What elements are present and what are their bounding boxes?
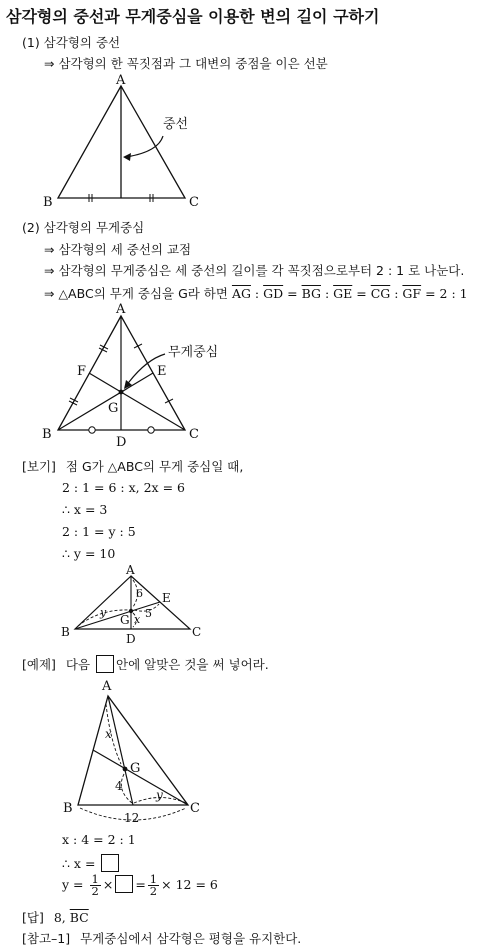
length-y-label: y — [100, 606, 107, 619]
example-block — [22, 457, 243, 475]
example-text: 점 G가 △ABC의 무게 중심일 때, — [65, 459, 244, 474]
ratio: 2 : 1 — [439, 286, 468, 301]
section-2-line-2: ⇒ 삼각형의 무게중심은 세 중선의 길이를 각 꼭짓점으로부터 2 : 1 로 나눈다. — [44, 263, 465, 278]
segment-ge: $\overline{GE}$ — [333, 286, 353, 301]
answer-box[interactable] — [101, 854, 119, 872]
colon: : — [390, 286, 403, 301]
arrow-icon — [126, 136, 163, 157]
answer-block — [22, 908, 89, 926]
example-triangle — [75, 576, 190, 629]
exercise-text-before: 다음 — [65, 657, 91, 672]
section-2-heading: (2) 삼각형의 무게중심 — [22, 220, 145, 235]
length-x-label: x — [134, 613, 141, 626]
blank-box — [96, 655, 114, 673]
line-3-prefix: ⇒ △ABC의 무게 중심을 G라 하면 — [44, 286, 232, 301]
section-2-line-3 — [44, 284, 468, 302]
exercise-eq-2 — [62, 854, 121, 872]
numerator: 1 — [149, 872, 158, 886]
section-1-heading: (1) 삼각형의 중선 — [22, 35, 121, 50]
note-tag: [참고–1] — [22, 931, 71, 946]
eq-3-y: y = — [62, 877, 84, 892]
numerator: 1 — [91, 872, 99, 886]
vertex-c-label: C — [190, 801, 200, 816]
answer-value: 8, — [53, 910, 70, 925]
note-block — [22, 929, 301, 947]
vertex-c-label: C — [189, 427, 199, 442]
length-x-label: x — [105, 727, 112, 741]
point-e-label: E — [162, 591, 171, 605]
exercise-text-after: 안에 알맞은 것을 써 넣어라. — [116, 657, 269, 672]
exercise-eq-1: x : 4 = 2 : 1 — [62, 832, 136, 847]
vertex-c-label: C — [192, 625, 202, 639]
equal-mark-circle — [148, 427, 154, 433]
denominator: 2 — [149, 884, 158, 898]
times-sign: × — [102, 877, 114, 892]
equals: = — [352, 286, 371, 301]
exercise-eq-3 — [62, 874, 218, 897]
section-1-definition: ⇒ 삼각형의 한 꼭짓점과 그 대변의 중점을 이은 선분 — [44, 56, 328, 71]
colon: : — [250, 286, 264, 301]
vertex-b-label: B — [42, 427, 52, 442]
fraction-one-half — [90, 874, 101, 897]
equals: = — [283, 286, 302, 301]
segment-cg: $\overline{CG}$ — [370, 286, 391, 301]
segment-bc: $\overline{BC}$ — [69, 910, 89, 925]
point-g-label: G — [108, 401, 119, 416]
example-tag: [보기] — [22, 459, 56, 474]
length-12-label: 12 — [124, 811, 140, 825]
exercise-block — [22, 655, 269, 673]
length-5-label: 5 — [145, 607, 152, 620]
centroid-point — [123, 767, 128, 772]
eq-2-prefix: ∴ x = — [62, 856, 96, 871]
answer-tag: [답] — [22, 910, 44, 925]
vertex-a-label: A — [126, 563, 135, 577]
denominator: 2 — [91, 884, 99, 898]
segment-gf: $\overline{GF}$ — [402, 286, 422, 301]
point-e-label: E — [157, 364, 167, 379]
note-text: 무게중심에서 삼각형은 평형을 유지한다. — [80, 931, 302, 946]
section-2-line-1: ⇒ 삼각형의 세 중선의 교점 — [44, 242, 192, 257]
point-g-label: G — [120, 613, 130, 627]
example-line-2: ∴ x = 3 — [62, 502, 108, 517]
vertex-a-label: A — [116, 73, 126, 88]
vertex-a-label: A — [116, 302, 126, 317]
equal-mark-circle — [89, 427, 95, 433]
vertex-b-label: B — [61, 625, 70, 639]
equals: = — [421, 286, 440, 301]
fraction-one-half — [148, 874, 159, 897]
centroid-label: 무게중심 — [168, 345, 219, 360]
vertex-b-label: B — [63, 801, 73, 816]
arrow-head-icon — [123, 153, 131, 161]
segment-bg: $\overline{BG}$ — [301, 286, 321, 301]
vertex-a-label: A — [102, 679, 112, 694]
example-line-4: ∴ y = 10 — [62, 546, 116, 561]
vertex-c-label: C — [189, 195, 199, 210]
blank-box — [115, 875, 133, 893]
point-g-label: G — [130, 761, 141, 776]
median-from-c — [93, 750, 188, 805]
point-d-label: D — [116, 435, 127, 450]
example-line-1: 2 : 1 = 6 : x, 2x = 6 — [62, 480, 185, 495]
equals: = — [135, 877, 146, 892]
segment-gd: $\overline{GD}$ — [263, 286, 284, 301]
point-d-label: D — [126, 632, 136, 646]
segment-ag: $\overline{AG}$ — [231, 286, 251, 301]
colon: : — [320, 286, 334, 301]
median-label: 중선 — [163, 117, 189, 132]
median-cf — [89, 373, 185, 430]
exercise-tag: [예제] — [22, 657, 56, 672]
page-title: 삼각형의 중선과 무게중심을 이용한 변의 길이 구하기 — [6, 7, 380, 26]
vertex-b-label: B — [43, 195, 53, 210]
length-6-label: 6 — [136, 587, 143, 600]
point-f-label: F — [77, 364, 87, 379]
example-line-3: 2 : 1 = y : 5 — [62, 524, 136, 539]
eq-3-tail: × 12 = 6 — [161, 877, 218, 892]
centroid-point — [119, 390, 124, 395]
length-4-label: 4 — [115, 779, 123, 793]
length-y-label: y — [156, 788, 163, 802]
median-be — [58, 373, 153, 430]
